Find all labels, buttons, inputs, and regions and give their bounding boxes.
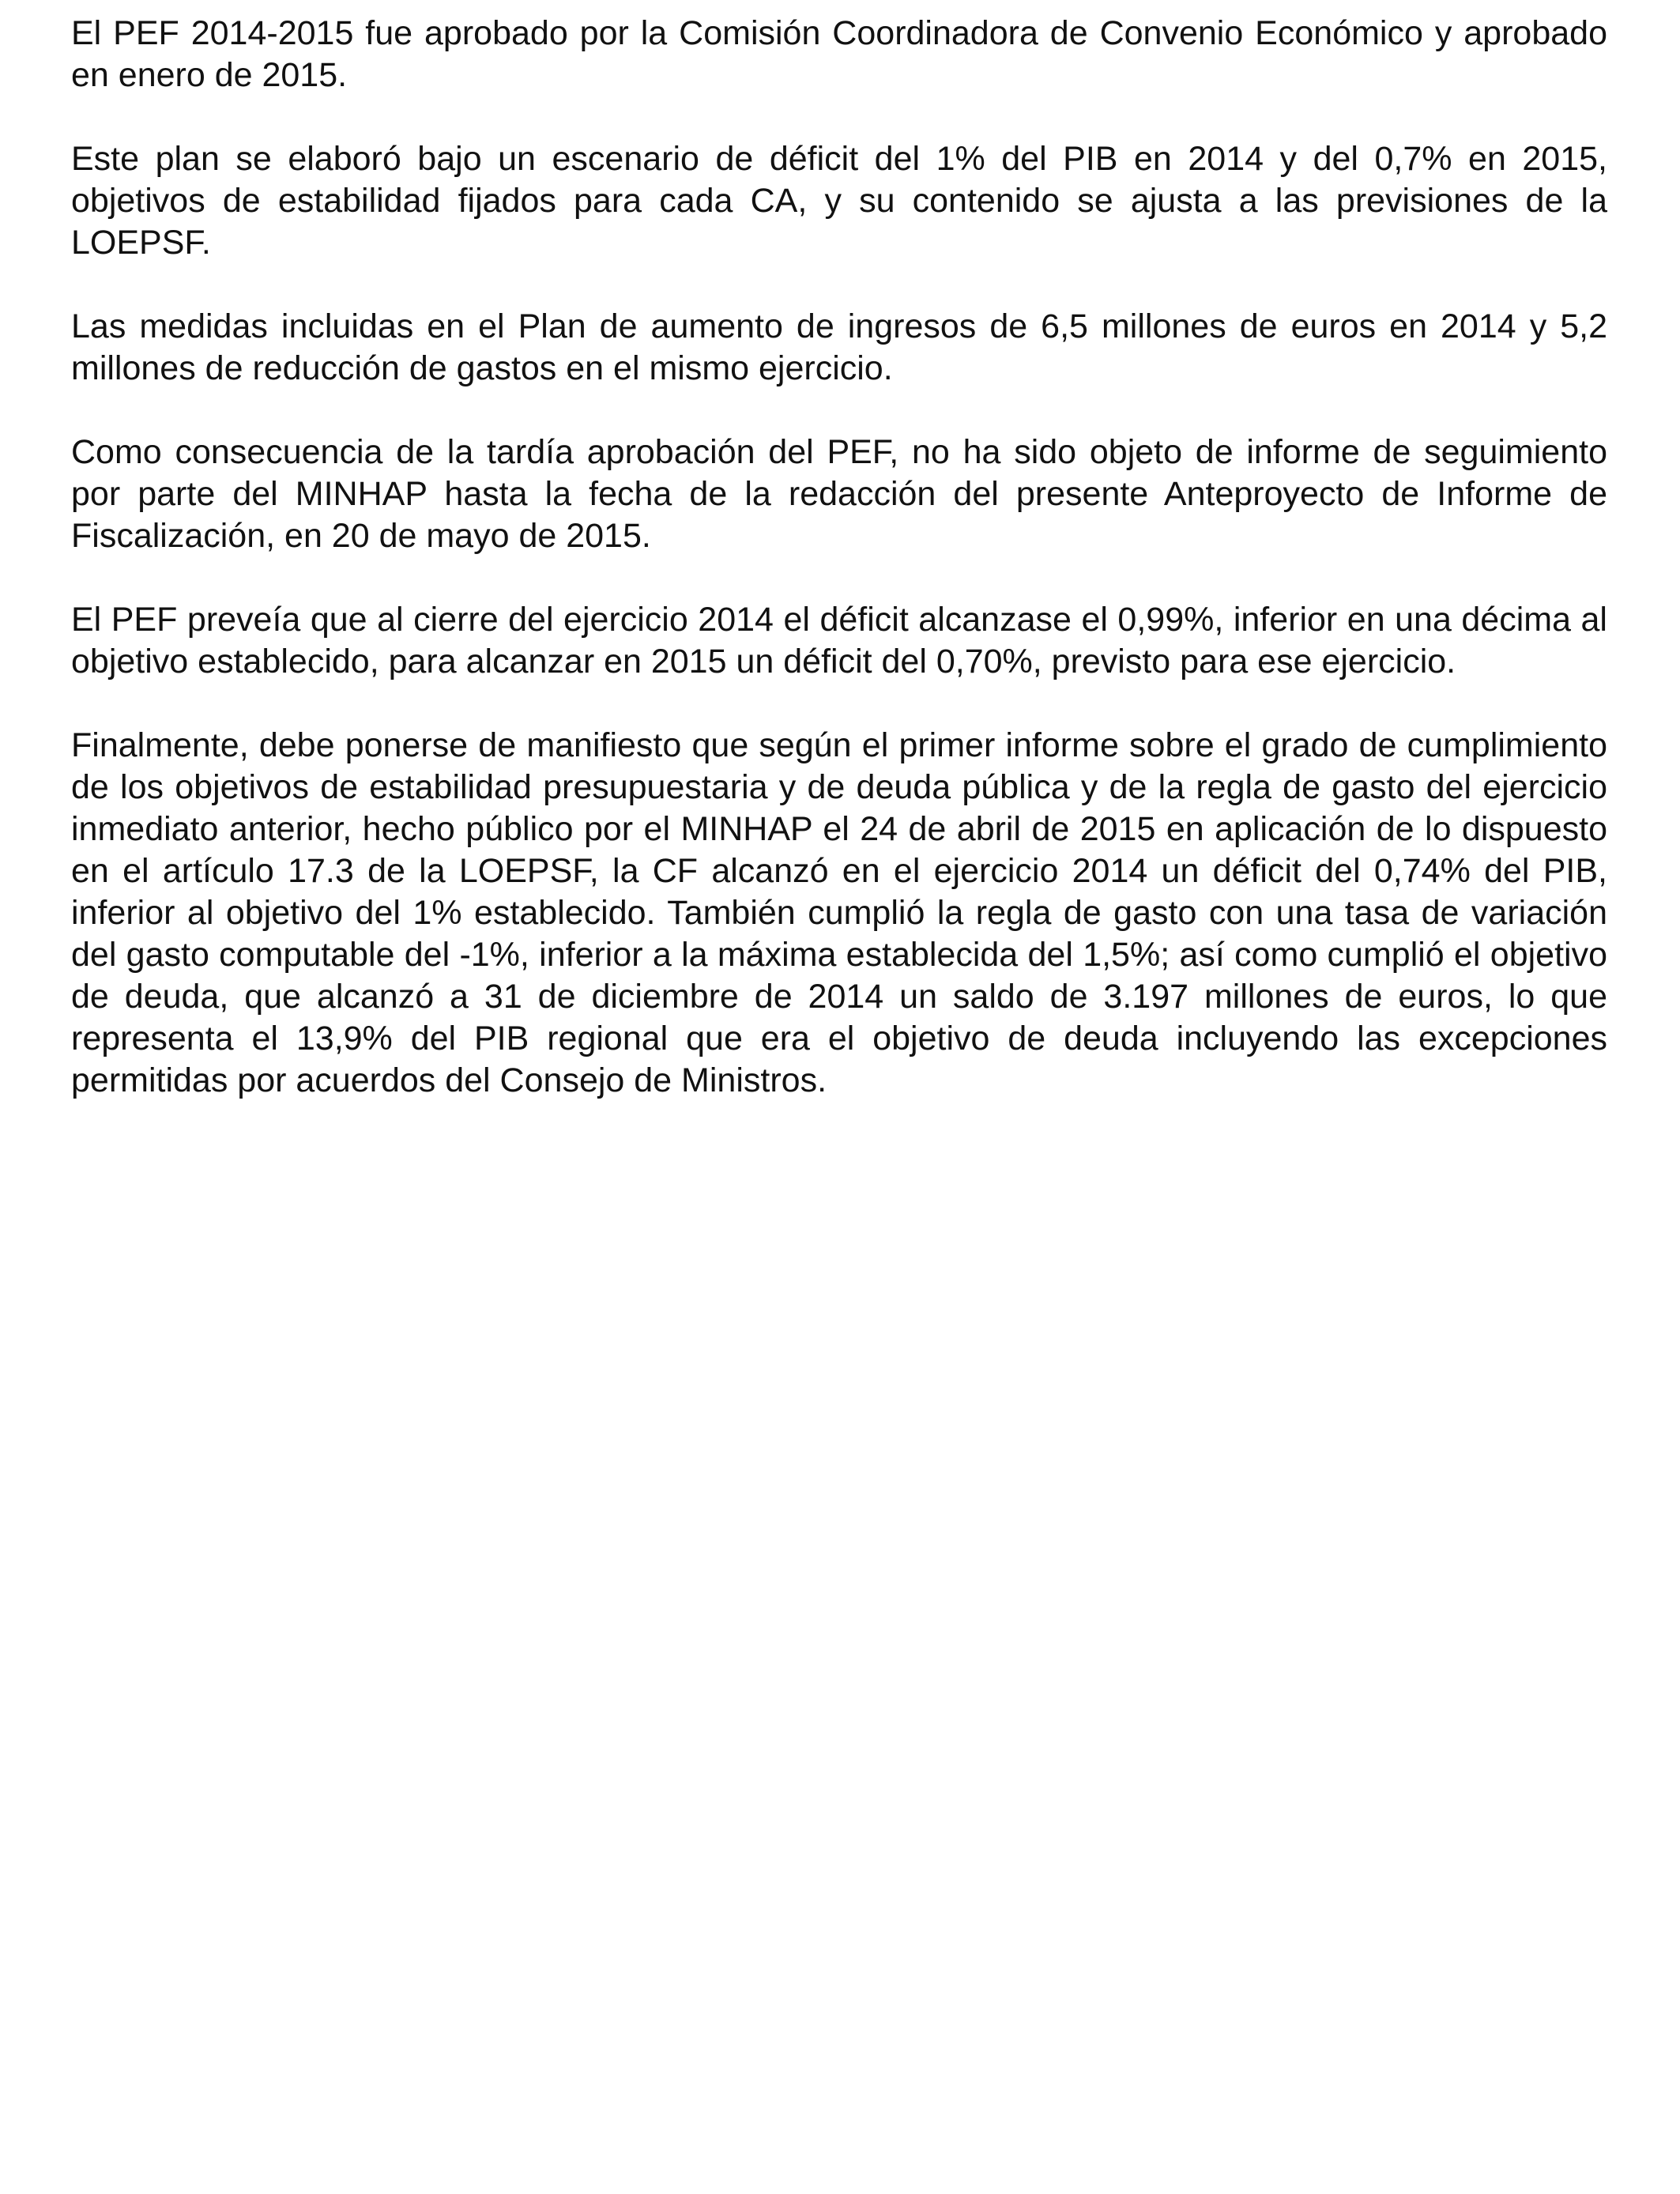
- paragraph-deficit-forecast: El PEF preveía que al cierre del ejercicio 2014 el déficit alcanzase el 0,99%, inferior en una décima al objetivo establecido, para alcanzar en 2015 un déficit del 0,70%, previsto para ese ejercicio.: [71, 601, 1607, 680]
- paragraph-monitoring-report: Como consecuencia de la tardía aprobación del PEF, no ha sido objeto de informe de seguimiento por parte del MINHAP hasta la fecha de la redacción del presente Anteproyecto de Informe de Fiscalización, en 20 de mayo de 2015.: [71, 433, 1607, 555]
- document-page: [71, 13, 1607, 1144]
- paragraph-compliance-summary: Finalmente, debe ponerse de manifiesto que según el primer informe sobre el grado de cumplimiento de los objetivos de estabilidad presupuestaria y de deuda pública y de la regla de gasto del ejercicio inmediato anterior, hecho público por el MINHAP el 24 de abril de 2015 en aplicación de lo dispuesto en el artículo 17.3 de la LOEPSF, la CF alcanzó en el ejercicio 2014 un déficit del 0,74% del PIB, inferior al objetivo del 1% establecido. También cumplió la regla de gasto con una tasa de variación del gasto computable del -1%, inferior a la máxima establecida del 1,5%; así como cumplió el objetivo de deuda, que alcanzó a 31 de diciembre de 2014 un saldo de 3.197 millones de euros, lo que representa el 13,9% del PIB regional que era el objetivo de deuda incluyendo las excepciones permitidas por acuerdos del Consejo de Ministros.: [71, 726, 1607, 1099]
- paragraph-deficit-scenario: Este plan se elaboró bajo un escenario de déficit del 1% del PIB en 2014 y del 0,7% en 2015, objetivos de estabilidad fijados para cada CA, y su contenido se ajusta a las previsiones de la LOEPSF.: [71, 140, 1607, 262]
- paragraph-plan-measures: Las medidas incluidas en el Plan de aumento de ingresos de 6,5 millones de euros en 2014 y 5,2 millones de reducción de gastos en el mismo ejercicio.: [71, 307, 1607, 387]
- paragraph-pef-approval: El PEF 2014-2015 fue aprobado por la Comisión Coordinadora de Convenio Económico y aprobado en enero de 2015.: [71, 14, 1607, 94]
